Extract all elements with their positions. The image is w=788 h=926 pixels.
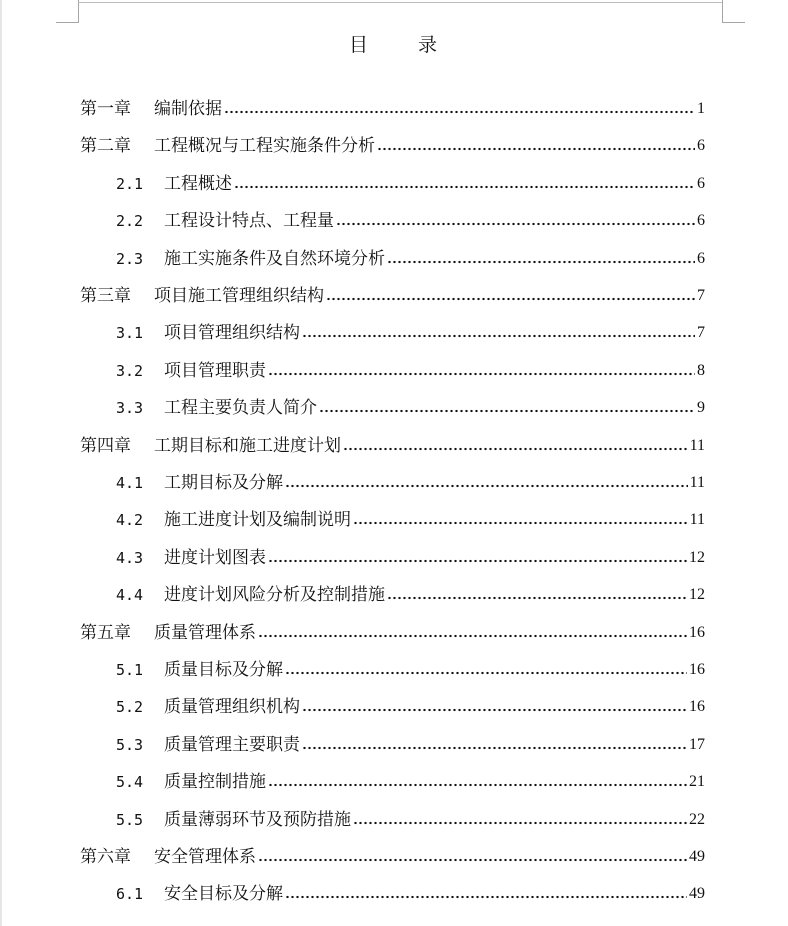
toc-entry-number: 4.3 [116, 548, 144, 567]
toc-section-entry[interactable] [116, 393, 705, 419]
toc-page-number: 6 [697, 249, 705, 267]
toc-page-number: 17 [689, 735, 705, 753]
toc-entry-number: 第三章 [80, 286, 131, 306]
toc-entry-label: 安全目标及分解 [164, 884, 283, 905]
toc-entry-label: 进度计划风险分析及控制措施 [164, 585, 385, 606]
toc-dot-leader [285, 671, 687, 675]
toc-title [0, 30, 788, 57]
toc-entry-number: 4.1 [116, 474, 144, 492]
toc-entry-number: 5.4 [116, 773, 144, 792]
toc-entry-number: 4.4 [116, 586, 144, 605]
toc-chapter-entry[interactable] [80, 842, 705, 868]
toc-entry-label: 工期目标及分解 [164, 473, 283, 493]
toc-dot-leader [268, 372, 695, 376]
toc-entry-label: 项目管理组织结构 [164, 323, 300, 344]
toc-entry-label: 质量管理主要职责 [164, 734, 300, 755]
toc-section-entry[interactable] [116, 730, 705, 756]
toc-entry-label: 质量管理组织机构 [164, 697, 300, 718]
page-corner-mark-left [56, 0, 79, 23]
toc-section-entry[interactable] [116, 580, 705, 606]
toc-entry-label: 质量薄弱环节及预防措施 [164, 809, 351, 830]
toc-dot-leader [336, 222, 695, 226]
toc-section-entry[interactable] [116, 805, 705, 831]
toc-title-char-1: 目 [348, 34, 370, 56]
toc-entry-label: 施工实施条件及自然环境分析 [164, 248, 385, 269]
toc-page-number: 11 [689, 474, 705, 491]
toc-dot-leader [258, 858, 687, 862]
toc-entry-number: 3.3 [116, 399, 144, 418]
toc-entry-number: 6.1 [116, 885, 144, 904]
toc-dot-leader [268, 559, 687, 563]
toc-entry-number: 第六章 [80, 847, 131, 867]
toc-page-number: 9 [697, 399, 705, 417]
toc-dot-leader [387, 260, 695, 264]
toc-entry-number: 5.2 [116, 698, 144, 717]
toc-entry-label: 施工进度计划及编制说明 [164, 510, 351, 531]
toc-dot-leader [258, 634, 687, 638]
toc-entry-label: 安全管理体系 [154, 847, 256, 867]
page-top-rule [78, 2, 722, 3]
toc-page-number: 22 [689, 810, 705, 828]
toc-dot-leader [319, 409, 695, 413]
toc-dot-leader [285, 895, 687, 899]
toc-page-number: 8 [697, 361, 705, 379]
toc-page-number: 11 [689, 511, 705, 529]
toc-entry-label: 项目施工管理组织结构 [154, 286, 324, 306]
toc-dot-leader [268, 783, 687, 787]
toc-page-number: 6 [697, 137, 705, 155]
toc-entry-number: 第五章 [80, 622, 131, 643]
toc-section-entry[interactable] [116, 169, 705, 195]
toc-dot-leader [302, 746, 687, 750]
toc-entry-number: 5.1 [116, 661, 144, 679]
toc-page-number: 21 [689, 773, 705, 791]
page-corner-mark-right [722, 0, 745, 23]
toc-section-entry[interactable] [116, 505, 705, 531]
toc-dot-leader [377, 147, 695, 151]
toc-entry-number: 5.5 [116, 810, 144, 829]
toc-entry-label: 质量管理体系 [154, 622, 256, 643]
toc-section-entry[interactable] [116, 692, 705, 718]
toc-entry-label: 质量控制措施 [164, 772, 266, 793]
toc-title-char-2: 录 [418, 34, 440, 56]
toc-entry-label: 进度计划图表 [164, 547, 266, 568]
toc-page-number: 12 [689, 548, 705, 566]
toc-entry-number: 3.2 [116, 361, 144, 380]
toc-page-number: 12 [689, 586, 705, 604]
toc-page-number: 49 [689, 848, 705, 865]
toc-section-entry[interactable] [116, 543, 705, 569]
toc-entry-label: 工期目标和施工进度计划 [154, 435, 341, 456]
toc-dot-leader [285, 484, 688, 488]
toc-entry-label: 工程主要负责人简介 [164, 398, 317, 419]
toc-entry-number: 第四章 [80, 435, 131, 456]
toc-dot-leader [353, 521, 688, 525]
toc-page-number: 49 [689, 885, 705, 903]
toc-section-entry[interactable] [116, 655, 705, 681]
toc-dot-leader [302, 708, 687, 712]
toc-chapter-entry[interactable] [80, 281, 705, 307]
toc-page-number: 16 [689, 698, 705, 716]
toc-page-number: 7 [697, 287, 705, 304]
toc-entry-label: 工程设计特点、工程量 [164, 211, 334, 232]
toc-section-entry[interactable] [116, 206, 705, 232]
toc-page-number: 16 [689, 623, 705, 641]
toc-dot-leader [387, 596, 687, 600]
toc-chapter-entry[interactable] [80, 618, 705, 644]
toc-entry-label: 工程概况与工程实施条件分析 [154, 136, 375, 157]
toc-chapter-entry[interactable] [80, 94, 705, 120]
toc-entry-number: 2.3 [116, 249, 144, 268]
toc-entry-label: 项目管理职责 [164, 360, 266, 381]
toc-entry-number: 第一章 [80, 99, 131, 119]
toc-entry-number: 3.1 [116, 324, 144, 343]
toc-dot-leader [302, 334, 695, 338]
toc-chapter-entry[interactable] [80, 431, 705, 457]
toc-page-number: 1 [697, 100, 705, 117]
toc-section-entry[interactable] [116, 468, 705, 494]
toc-section-entry[interactable] [116, 244, 705, 270]
toc-entry-label: 编制依据 [154, 99, 222, 119]
toc-page-number: 6 [697, 174, 705, 192]
toc-dot-leader [343, 447, 688, 451]
toc-entry-number: 2.2 [116, 212, 144, 231]
toc-dot-leader [326, 297, 695, 301]
toc-page-number: 16 [689, 661, 705, 678]
toc-section-entry[interactable] [116, 879, 705, 905]
toc-entry-number: 4.2 [116, 511, 144, 530]
toc-section-entry[interactable] [116, 767, 705, 793]
toc-dot-leader [353, 821, 687, 825]
toc-section-entry[interactable] [116, 318, 705, 344]
toc-entry-number: 第二章 [80, 136, 131, 157]
toc-section-entry[interactable] [116, 356, 705, 382]
toc-entry-label: 工程概述 [164, 173, 232, 194]
toc-dot-leader [224, 110, 695, 114]
toc-page-number: 6 [697, 212, 705, 230]
toc-entry-label: 质量目标及分解 [164, 660, 283, 680]
toc-page-number: 11 [689, 436, 705, 454]
toc-entry-number: 2.1 [116, 174, 144, 193]
toc-chapter-entry[interactable] [80, 131, 705, 157]
toc-page-number: 7 [697, 324, 705, 342]
page-left-edge [0, 0, 2, 926]
toc-entry-number: 5.3 [116, 735, 144, 754]
toc-dot-leader [234, 185, 695, 189]
